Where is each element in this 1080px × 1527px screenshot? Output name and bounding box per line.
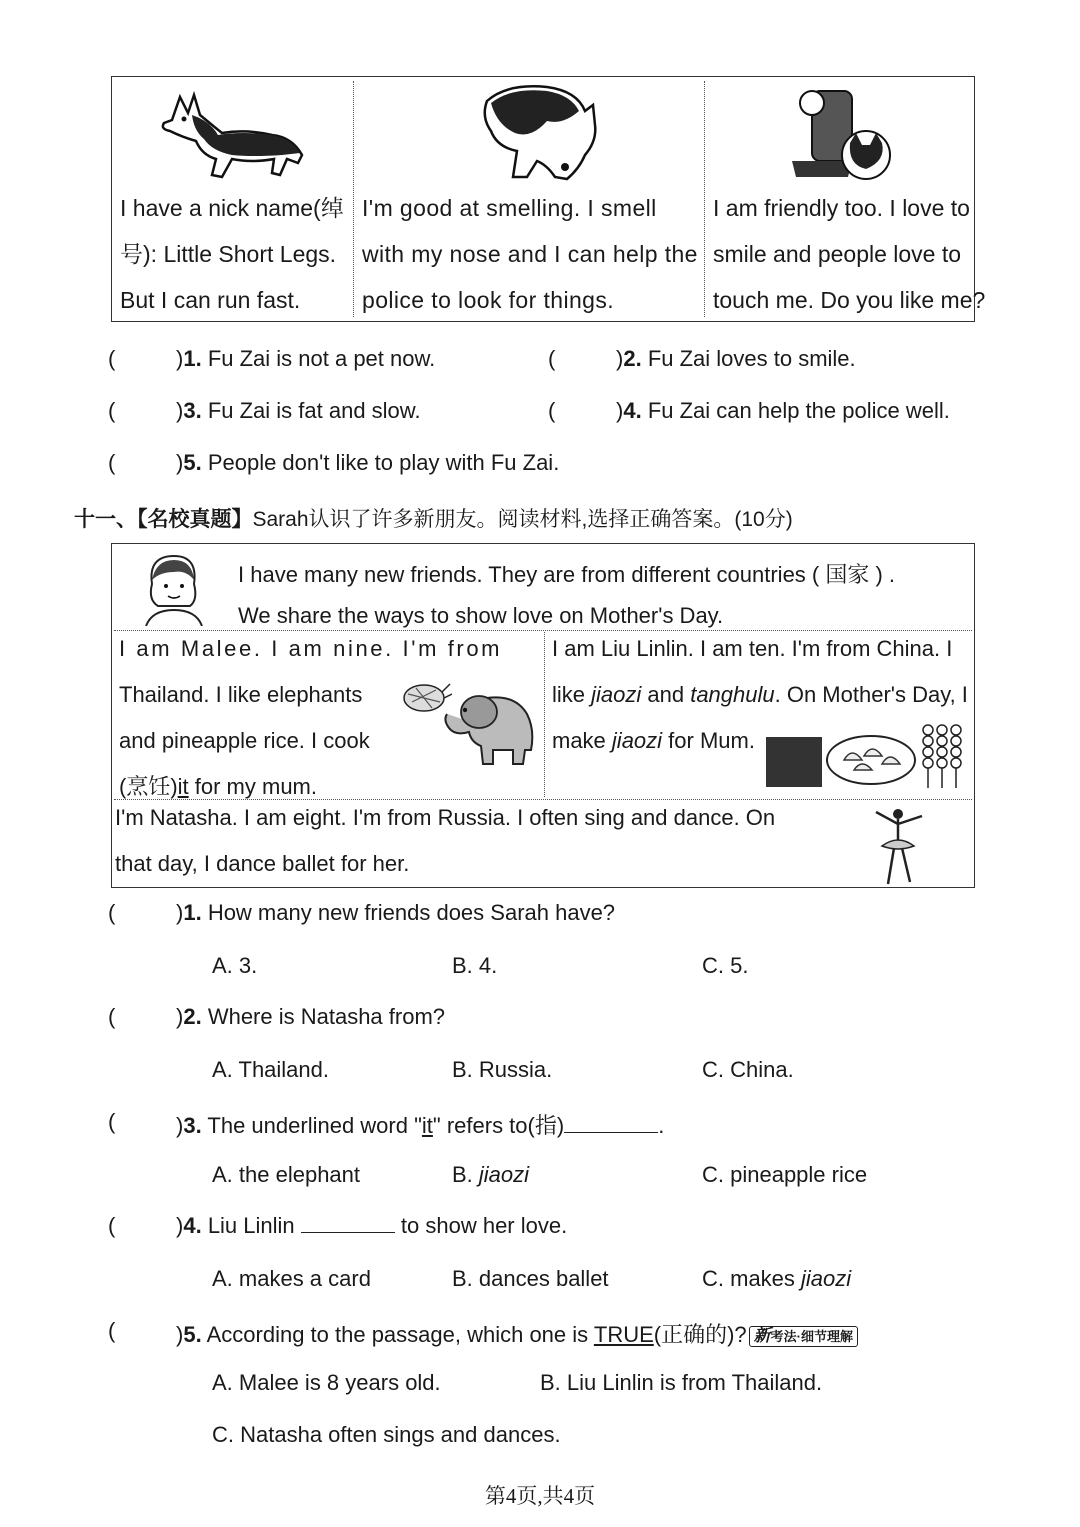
tanghulu-illustration: [920, 722, 964, 790]
ballet-dancer-illustration: [868, 806, 928, 886]
q4-option-c[interactable]: C. makes jiaozi: [702, 1266, 852, 1291]
cell-line: 号): Little Short Legs.: [120, 241, 337, 267]
jiaozi-plate-illustration: [824, 730, 918, 786]
page-number: 第4页,共4页: [484, 1484, 596, 1508]
cell-line: with my nose and I can help the: [362, 241, 698, 267]
section-11-heading: [74, 503, 793, 533]
malee-line: (烹饪)it for my mum.: [119, 774, 317, 799]
question2-2: )2. Where is Natasha from?: [176, 1004, 446, 1029]
answer-bracket-open[interactable]: (: [108, 1109, 116, 1134]
underlined-it: it: [177, 774, 189, 799]
cell-line: I'm good at smelling. I smell: [362, 195, 657, 221]
section-number: 十一、: [74, 508, 137, 531]
question2-4: )4. Liu Linlin to show her love.: [176, 1213, 568, 1238]
malee-line: Thailand. I like elephants: [119, 682, 363, 707]
q4-option-a[interactable]: A. makes a card: [212, 1266, 371, 1291]
section-instruction: Sarah认识了许多新朋友。阅读材料,选择正确答案。(10分): [252, 508, 793, 531]
q1-option-b[interactable]: B. 4.: [452, 953, 498, 978]
friends-reading-table: [111, 543, 975, 888]
column-divider: [544, 632, 545, 797]
fuzai-reading-table: [111, 76, 986, 322]
answer-bracket-open[interactable]: (: [108, 450, 116, 475]
q1-option-c[interactable]: C. 5.: [702, 953, 749, 978]
answer-bracket-open[interactable]: (: [108, 1004, 116, 1029]
person-with-corgi-illustration: [782, 81, 902, 185]
fuzai-cell-2-text: [362, 185, 698, 323]
q2-option-b[interactable]: B. Russia.: [452, 1057, 553, 1082]
cell-line: smile and people love to: [713, 241, 962, 267]
fuzai-cell-3-text: [713, 185, 985, 323]
q5-option-a[interactable]: A. Malee is 8 years old.: [212, 1370, 441, 1395]
liu-line: I am Liu Linlin. I am ten. I'm from China. I: [552, 636, 953, 661]
natasha-line: I'm Natasha. I am eight. I'm from Russia. I often sing and dance. On: [115, 805, 776, 830]
malee-line: I am Malee. I am nine. I'm from: [119, 636, 503, 661]
question-4: )4. Fu Zai can help the police well.: [616, 398, 950, 423]
elephant-illustration: [435, 680, 541, 766]
new-question-type-badge: 新考法·细节理解: [749, 1326, 858, 1347]
section-tag: 【名校真题】: [137, 508, 253, 531]
answer-blank[interactable]: [301, 1232, 395, 1233]
answer-bracket-open[interactable]: (: [108, 900, 116, 925]
intro-line: We share the ways to show love on Mother's Day.: [238, 603, 724, 628]
cell-line: touch me. Do you like me?: [713, 287, 986, 313]
column-divider: [353, 81, 354, 317]
q3-option-b[interactable]: B. jiaozi: [452, 1162, 530, 1187]
natasha-text: [115, 795, 775, 887]
q2-option-a[interactable]: A. Thailand.: [212, 1057, 330, 1082]
question-5: )5. People don't like to play with Fu Zai.: [176, 450, 560, 475]
liu-line: like jiaozi and tanghulu. On Mother's Day, I: [552, 682, 968, 707]
question-3: )3. Fu Zai is fat and slow.: [176, 398, 421, 423]
cell-line: I have a nick name(绰: [120, 195, 344, 221]
q1-option-a[interactable]: A. 3.: [212, 953, 258, 978]
q2-option-c[interactable]: C. China.: [702, 1057, 794, 1082]
corgi-running-illustration: [152, 85, 312, 185]
natasha-line: that day, I dance ballet for her.: [115, 851, 410, 876]
cell-line: But I can run fast.: [120, 287, 301, 313]
question-2: )2. Fu Zai loves to smile.: [616, 346, 856, 371]
q4-option-b[interactable]: B. dances ballet: [452, 1266, 609, 1291]
cell-line: police to look for things.: [362, 287, 615, 313]
question2-5: )5. According to the passage, which one is TRUE(正确的)? 新考法·细节理解: [176, 1318, 858, 1349]
liu-line: make jiaozi for Mum.: [552, 728, 755, 753]
question2-1: )1. How many new friends does Sarah have?: [176, 900, 616, 925]
answer-blank[interactable]: [564, 1132, 658, 1133]
q5-option-b[interactable]: B. Liu Linlin is from Thailand.: [540, 1370, 823, 1395]
fuzai-cell-1-text: [120, 185, 344, 323]
cell-line: I am friendly too. I love to: [713, 195, 970, 221]
question-1: )1. Fu Zai is not a pet now.: [176, 346, 436, 371]
intro-text: [238, 554, 895, 636]
q3-option-a[interactable]: A. the elephant: [212, 1162, 361, 1187]
malee-line: and pineapple rice. I cook: [119, 728, 370, 753]
answer-bracket-open[interactable]: (: [548, 346, 556, 371]
cooking-photo: [766, 737, 822, 787]
answer-bracket-open[interactable]: (: [548, 398, 556, 423]
question2-3: )3. The underlined word "it" refers to(指) .: [176, 1113, 665, 1138]
corgi-sniffing-illustration: [467, 81, 607, 185]
column-divider: [704, 81, 705, 317]
answer-bracket-open[interactable]: (: [108, 398, 116, 423]
answer-bracket-open[interactable]: (: [108, 1213, 116, 1238]
answer-bracket-open[interactable]: (: [108, 1318, 116, 1343]
answer-bracket-open[interactable]: (: [108, 346, 116, 371]
q3-option-c[interactable]: C. pineapple rice: [702, 1162, 868, 1187]
sarah-avatar: [138, 550, 208, 626]
q5-option-c[interactable]: C. Natasha often sings and dances.: [212, 1422, 561, 1447]
intro-line: I have many new friends. They are from different countries ( 国家 ) .: [238, 562, 896, 587]
